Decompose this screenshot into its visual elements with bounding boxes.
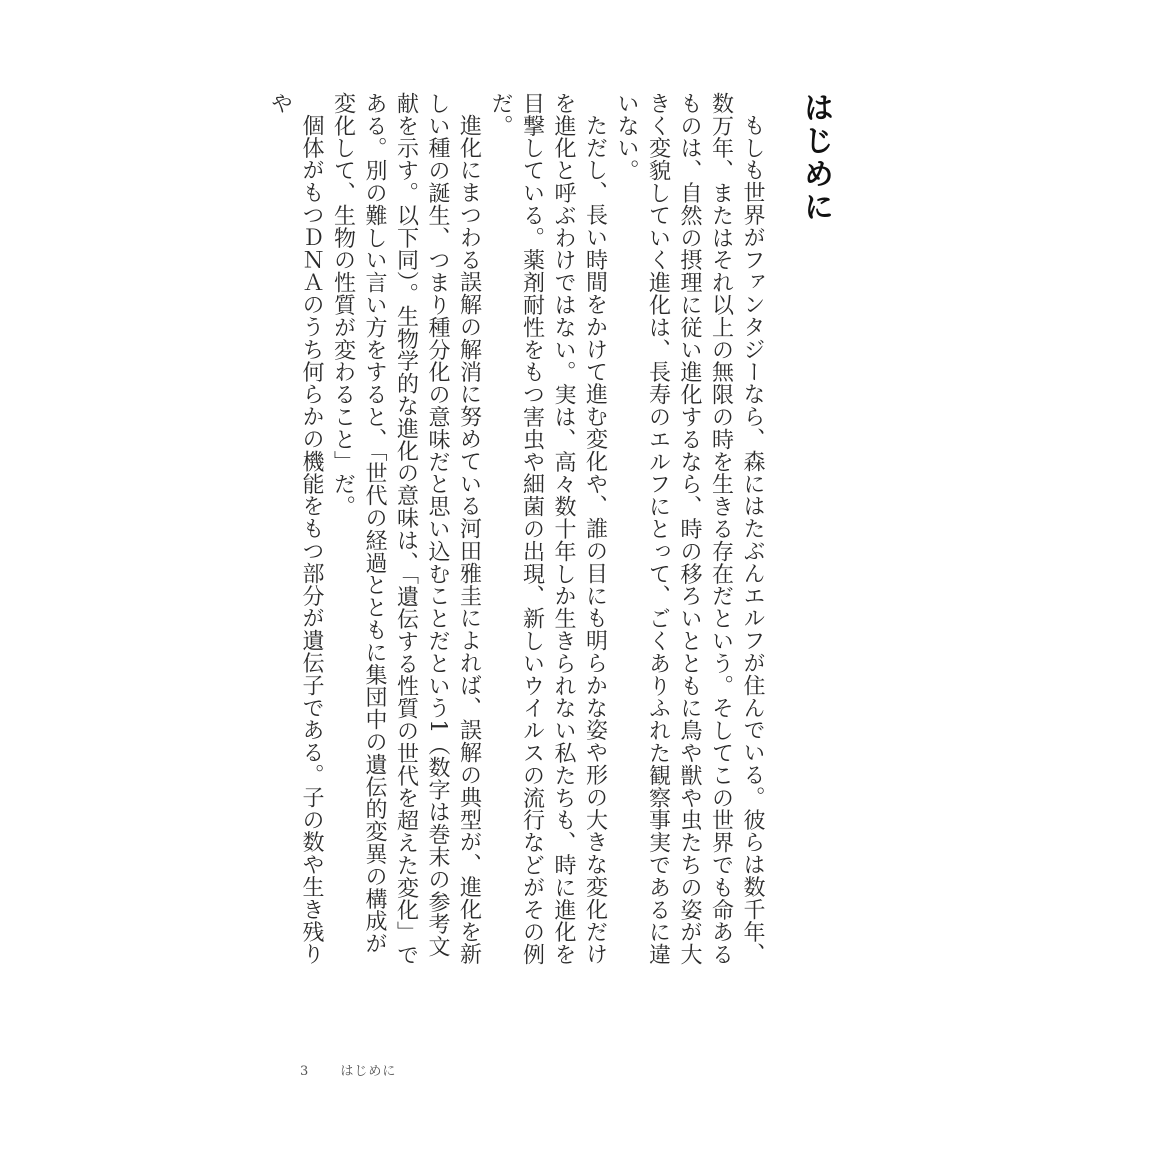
running-head: はじめに (340, 1064, 397, 1079)
paragraph-3: 進化にまつわる誤解の解消に努めている河田雅圭によれば、誤解の典型が、進化を新しい種の誕生、つまり種分化の意味だと思い込むことだという1（数字は巻末の参考文献を示す。以下同）。生物学的な進化の意味は、「遺伝する性質の世代を超えた変化」である。別の難しい言い方をすると、「世代の経過とともに集団中の遺伝的変異の構成が変化して、生物の性質が変わること」だ。 (330, 92, 482, 966)
page-number: 3 (300, 1064, 309, 1079)
paragraph-1: もしも世界がファンタジーなら、森にはたぶんエルフが住んでいる。彼らは数千年、数万年、またはそれ以上の無限の時を生きる存在だという。そしてこの世界でも命あるものは、自然の摂理に従い進化するなら、時の移ろいとともに鳥や獣や虫たちの姿が大きく変貌していく進化は、長寿のエルフにとって、ごくありふれた観察事実であるに違いない。 (614, 92, 765, 966)
vertical-text-block (264, 92, 833, 972)
paragraph-4: 個体がもつＤＮＡのうち何らかの機能をもつ部分が遺伝子である。子の数や生き残りや (267, 92, 324, 966)
paragraph-2: ただし、長い時間をかけて進む変化や、誰の目にも明らかな姿や形の大きな変化だけを進化と呼ぶわけではない。実は、高々数十年しか生きられない私たちも、時に進化を目撃している。薬剤耐性をもつ害虫や細菌の出現、新しいウイルスの流行などがその例だ。 (488, 92, 608, 966)
chapter-heading: はじめに (798, 92, 833, 224)
page-footer (300, 1060, 396, 1079)
